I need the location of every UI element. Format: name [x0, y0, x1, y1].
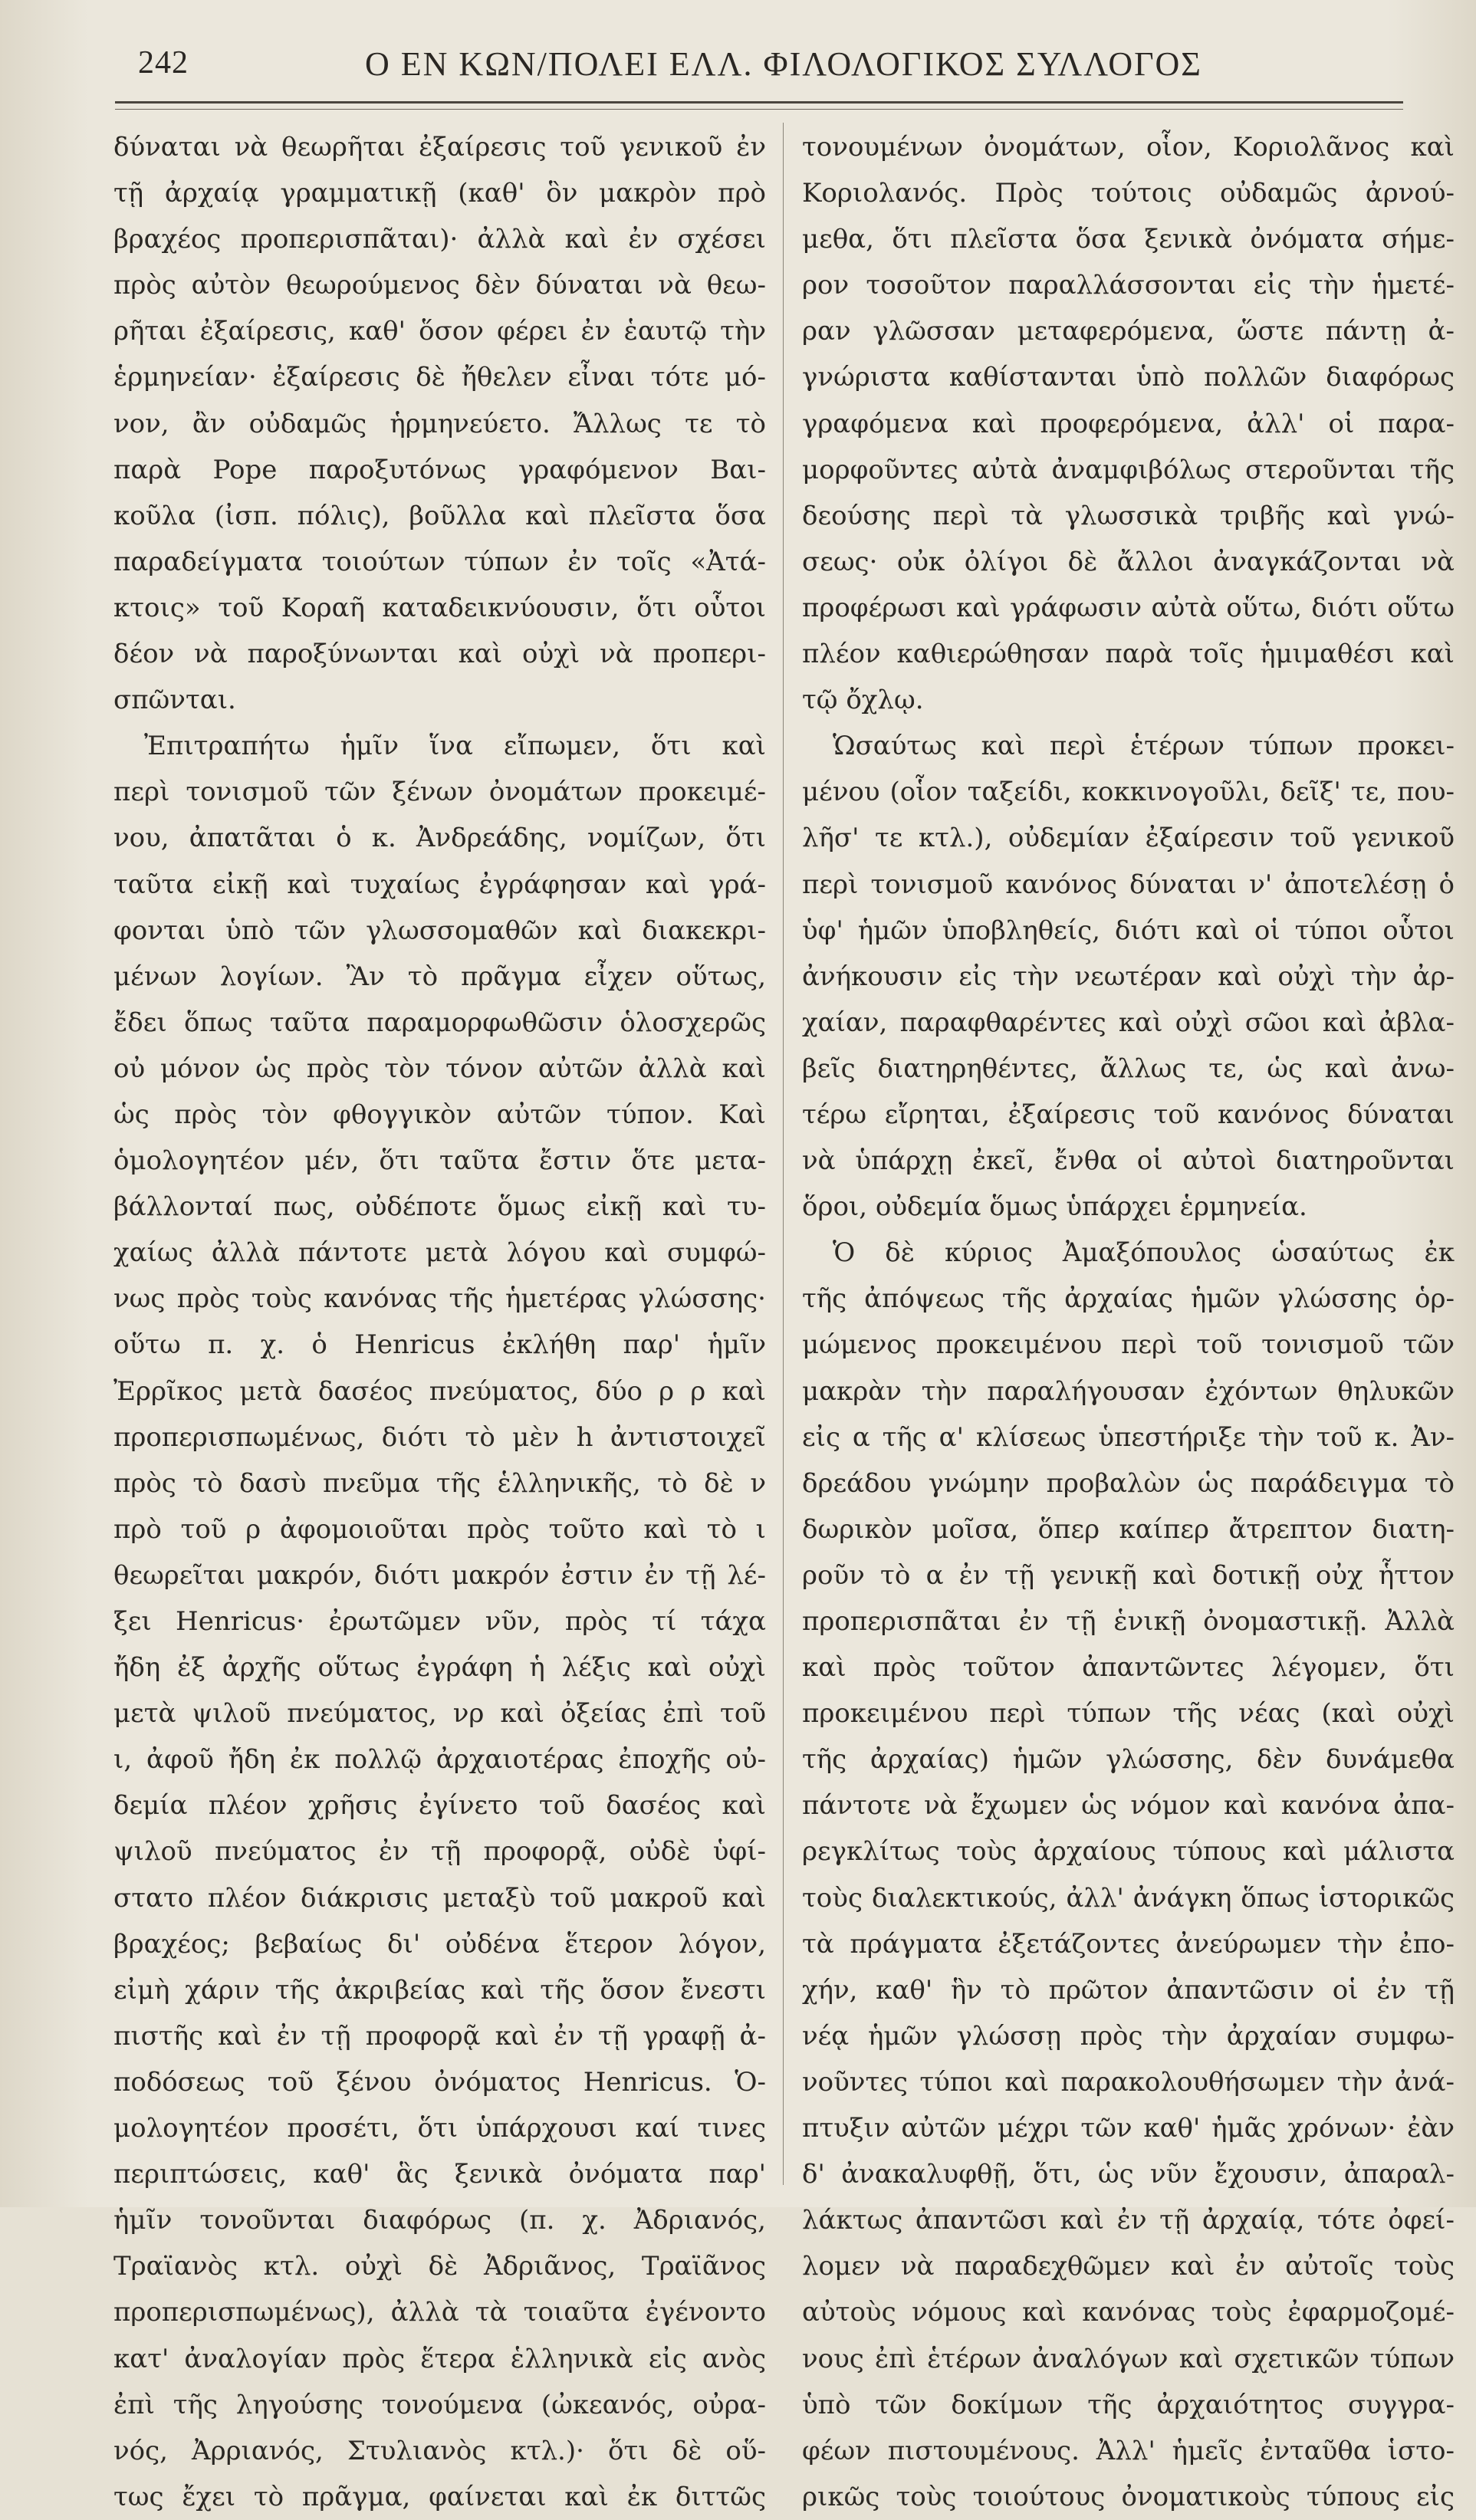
text-line: ἔδει ὅπως ταῦτα παραμορφωθῶσιν ὁλοσχερῶς: [113, 1007, 766, 1038]
text-line: αὐτοὺς νόμους καὶ κανόνας τοὺς ἐφαρμοζομέ-: [802, 2297, 1455, 2328]
text-line: τονουμένων ὀνομάτων, οἷον, Κοριολᾶνος καὶ: [802, 132, 1455, 163]
text-line: νός, Ἀρριανός, Στυλιανὸς κτλ.)· ὅτι δὲ οὕ-: [113, 2435, 766, 2466]
text-line: ψιλοῦ πνεύματος ἐν τῇ προφορᾷ, οὐδὲ ὑφί-: [113, 1836, 766, 1868]
text-line: εἰς α τῆς α' κλίσεως ὑπεστήριξε τὴν τοῦ κ. Ἀν-: [802, 1421, 1455, 1453]
text-line: οὕτω π. χ. ὁ Henricus ἐκλήθη παρ' ἡμῖν: [113, 1329, 766, 1361]
text-line: ἐπὶ τῆς ληγούσης τονούμενα (ὠκεανός, οὐρα-: [113, 2389, 766, 2420]
text-line: σπῶνται.: [113, 685, 236, 716]
text-line: κτοις» τοῦ Κοραῆ καταδεικνύουσιν, ὅτι οὗτοι: [113, 592, 766, 623]
text-line: ρῆται ἐξαίρεσις, καθ' ὅσον φέρει ἐν ἑαυτῷ τὴν: [113, 316, 766, 347]
right-column: [802, 124, 1455, 2520]
text-line: πρὸ τοῦ ρ ἀφομοιοῦται πρὸς τοῦτο καὶ τὸ ι: [113, 1513, 766, 1545]
header-rule-thin: [115, 109, 1403, 110]
text-line: ι, ἀφοῦ ἤδη ἐκ πολλῷ ἀρχαιοτέρας ἐποχῆς οὐ-: [113, 1744, 766, 1776]
text-line: νὰ ὑπάρχῃ ἐκεῖ, ἔνθα οἱ αὐτοὶ διατηροῦνται: [802, 1145, 1455, 1177]
text-line: ὑφ' ἡμῶν ὑποβληθείς, διότι καὶ οἱ τύποι οὗτοι: [802, 915, 1455, 946]
text-line: οὐ μόνον ὡς πρὸς τὸν τόνον αὐτῶν ἀλλὰ καὶ: [113, 1053, 766, 1084]
text-line: προκειμένου περὶ τύπων τῆς νέας (καὶ οὐχὶ: [802, 1698, 1455, 1730]
text-line: νον, ἂν οὐδαμῶς ἡρμηνεύετο. Ἄλλως τε τὸ: [113, 408, 766, 439]
text-line: φέων πιστουμένους. Ἀλλ' ἡμεῖς ἐνταῦθα ἱστο-: [802, 2435, 1455, 2466]
text-line: πρὸς τὸ δασὺ πνεῦμα τῆς ἑλληνικῆς, τὸ δὲ ν: [113, 1467, 766, 1499]
text-line: ρον τοσοῦτον παραλλάσσονται εἰς τὴν ἡμετέ-: [802, 270, 1455, 301]
text-line: δ' ἀνακαλυφθῇ, ὅτι, ὡς νῦν ἔχουσιν, ἀπαραλ-: [802, 2159, 1455, 2190]
text-line: ὡς πρὸς τὸν φθογγικὸν αὐτῶν τύπον. Καὶ: [113, 1099, 766, 1130]
text-line: τῇ ἀρχαίᾳ γραμματικῇ (καθ' ὃν μακρὸν πρὸ: [113, 178, 766, 209]
left-column: [113, 124, 766, 2520]
text-line: περὶ τονισμοῦ κανόνος δύναται ν' ἀποτελέσῃ ὁ: [802, 869, 1455, 900]
text-line: γνώριστα καθίστανται ὑπὸ πολλῶν διαφόρως: [802, 362, 1455, 393]
text-line: χαίαν, παραφθαρέντες καὶ οὐχὶ σῶοι καὶ ἀβλα-: [802, 1007, 1455, 1038]
text-line: ρικῶς τοὺς τοιούτους ὀνοματικοὺς τύπους εἰς: [802, 2481, 1455, 2512]
text-line: θεωρεῖται μακρόν, διότι μακρόν ἐστιν ἐν τῇ λέ-: [113, 1559, 766, 1591]
text-line: ἤδη ἐξ ἀρχῆς οὕτως ἐγράφη ἡ λέξις καὶ οὐχὶ: [113, 1652, 766, 1684]
text-line: λάκτως ἀπαντῶσι καὶ ἐν τῇ ἀρχαίᾳ, τότε ὀφεί-: [802, 2205, 1455, 2236]
text-line: πάντοτε νὰ ἔχωμεν ὡς νόμον καὶ κανόνα ἀπα-: [802, 1790, 1455, 1822]
text-line: μεθα, ὅτι πλεῖστα ὅσα ξενικὰ ὀνόματα σήμε-: [802, 224, 1455, 255]
text-line: μένων λογίων. Ἂν τὸ πρᾶγμα εἶχεν οὕτως,: [113, 961, 766, 992]
page-number: 242: [138, 45, 189, 80]
text-line: μώμενος προκειμένου περὶ τοῦ τονισμοῦ τῶν: [802, 1329, 1455, 1361]
text-line: δρεάδου γνώμην προβαλὼν ὡς παράδειγμα τὸ: [802, 1467, 1455, 1499]
text-line: Ὁ δὲ κύριος Ἀμαξόπουλος ὡσαύτως ἐκ: [833, 1237, 1455, 1269]
text-line: πρὸς αὐτὸν θεωρούμενος δὲν δύναται νὰ θεω-: [113, 270, 766, 301]
text-line: Ἐπιτραπήτω ἡμῖν ἵνα εἴπωμεν, ὅτι καὶ: [144, 731, 766, 762]
text-line: τὰ πράγματα ἐξετάζοντες ἀνεύρωμεν τὴν ἐπο-: [802, 1928, 1455, 1960]
text-line: ροῦν τὸ α ἐν τῇ γενικῇ καὶ δοτικῇ οὐχ ἧττον: [802, 1559, 1455, 1591]
text-line: Ἐρρῖκος μετὰ δασέος πνεύματος, δύο ρ ρ καὶ: [113, 1375, 766, 1407]
text-line: τῆς ἀπόψεως τῆς ἀρχαίας ἡμῶν γλώσσης ὁρ-: [802, 1283, 1455, 1315]
text-line: μολογητέον προσέτι, ὅτι ὑπάρχουσι καί τινες: [113, 2113, 766, 2144]
text-line: δύναται νὰ θεωρῆται ἐξαίρεσις τοῦ γενικοῦ ἐν: [113, 132, 766, 163]
text-line: χήν, καθ' ἣν τὸ πρῶτον ἀπαντῶσιν οἱ ἐν τῇ: [802, 1974, 1455, 2006]
column-divider: [783, 123, 784, 2185]
text-line: προπερισπωμένως, διότι τὸ μὲν h ἀντιστοιχεῖ: [113, 1421, 766, 1453]
text-line: φονται ὑπὸ τῶν γλωσσομαθῶν καὶ διακεκρι-: [113, 915, 766, 946]
text-line: χαίως ἀλλὰ πάντοτε μετὰ λόγου καὶ συμφώ-: [113, 1237, 766, 1269]
text-line: ὁμολογητέον μέν, ὅτι ταῦτα ἔστιν ὅτε μετα-: [113, 1145, 766, 1177]
header-rule: [115, 101, 1403, 103]
text-line: ἑρμηνείαν· ἐξαίρεσις δὲ ἤθελεν εἶναι τότε μό-: [113, 362, 766, 393]
text-line: τῷ ὄχλῳ.: [802, 685, 924, 716]
text-line: βραχέος; βεβαίως δι' οὐδένα ἕτερον λόγον,: [113, 1928, 766, 1960]
text-line: δωρικὸν μοῖσα, ὅπερ καίπερ ἄτρεπτον διατη-: [802, 1513, 1455, 1545]
text-line: ἡμῖν τονοῦνται διαφόρως (π. χ. Ἀδριανός,: [113, 2205, 766, 2236]
text-line: μορφοῦντες αὐτὰ ἀναμφιβόλως στεροῦνται τῆς: [802, 454, 1455, 485]
running-title: Ο ΕΝ ΚΩΝ/ΠΟΛΕΙ ΕΛΛ. ΦΙΛΟΛΟΓΙΚΟΣ ΣΥΛΛΟΓΟΣ: [365, 45, 1202, 83]
text-line: ποδόσεως τοῦ ξένου ὀνόματος Henricus. Ὁ-: [113, 2066, 766, 2098]
text-line: μένου (οἷον ταξείδι, κοκκινογοῦλι, δεῖξ' τε, που-: [802, 777, 1455, 808]
text-line: παραδείγματα τοιούτων τύπων ἐν τοῖς «Ἀτά-: [113, 546, 766, 577]
text-line: Κοριολανός. Πρὸς τούτοις οὐδαμῶς ἀρνού-: [802, 178, 1455, 209]
text-line: λομεν νὰ παραδεχθῶμεν καὶ ἐν αὐτοῖς τοὺς: [802, 2251, 1455, 2282]
text-line: νους ἐπὶ ἑτέρων ἀναλόγων καὶ σχετικῶν τύπων: [802, 2343, 1455, 2374]
text-line: Ὡσαύτως καὶ περὶ ἑτέρων τύπων προκει-: [833, 731, 1455, 762]
text-line: πτυξιν αὐτῶν μέχρι τῶν καθ' ἡμᾶς χρόνων· ἐὰν: [802, 2113, 1455, 2144]
text-line: προφέρωσι καὶ γράφωσιν αὐτὰ οὕτω, διότι οὕτω: [802, 592, 1455, 623]
text-line: στατο πλέον διάκρισις μεταξὺ τοῦ μακροῦ καὶ: [113, 1882, 766, 1914]
text-line: ὑπὸ τῶν δοκίμων τῆς ἀρχαιότητος συγγρα-: [802, 2389, 1455, 2420]
text-line: νέᾳ ἡμῶν γλώσσῃ πρὸς τὴν ἀρχαίαν συμφω-: [802, 2020, 1455, 2052]
text-line: δεμία πλέον χρῆσις ἐγίνετο τοῦ δασέος καὶ: [113, 1790, 766, 1822]
text-line: δεούσης περὶ τὰ γλωσσικὰ τριβῆς καὶ γνώ-: [802, 500, 1455, 531]
text-line: πιστῆς καὶ ἐν τῇ προφορᾷ καὶ ἐν τῇ γραφῇ ἀ-: [113, 2020, 766, 2052]
text-line: ρεγκλίτως τοὺς ἀρχαίους τύπους καὶ μάλιστα: [802, 1836, 1455, 1868]
text-line: προπερισπωμένως), ἀλλὰ τὰ τοιαῦτα ἐγένοντο: [113, 2297, 766, 2328]
text-line: βραχέος προπερισπᾶται)· ἀλλὰ καὶ ἐν σχέσει: [113, 224, 766, 255]
text-line: τως ἔχει τὸ πρᾶγμα, φαίνεται καὶ ἐκ διττῶς: [113, 2481, 766, 2512]
text-line: καὶ πρὸς τοῦτον ἀπαντῶντες λέγομεν, ὅτι: [802, 1652, 1455, 1684]
text-line: ξει Henricus· ἐρωτῶμεν νῦν, πρὸς τί τάχα: [113, 1606, 766, 1637]
text-line: κατ' ἀναλογίαν πρὸς ἕτερα ἑλληνικὰ εἰς ανὸς: [113, 2343, 766, 2374]
text-line: νου, ἀπατᾶται ὁ κ. Ἀνδρεάδης, νομίζων, ὅτι: [113, 823, 766, 854]
text-line: δέον νὰ παροξύνωνται καὶ οὐχὶ νὰ προπερι-: [113, 639, 766, 670]
text-line: γραφόμενα καὶ προφερόμενα, ἀλλ' οἱ παρα-: [802, 408, 1455, 439]
text-line: κοῦλα (ἰσπ. πόλις), βοῦλλα καὶ πλεῖστα ὅσα: [113, 500, 766, 531]
text-line: βάλλονταί πως, οὐδέποτε ὅμως εἰκῇ καὶ τυ-: [113, 1191, 766, 1223]
text-line: περιπτώσεις, καθ' ἃς ξενικὰ ὀνόματα παρ': [113, 2159, 766, 2190]
text-line: νως πρὸς τοὺς κανόνας τῆς ἡμετέρας γλώσσης·: [113, 1283, 766, 1315]
page-header: [138, 44, 1288, 94]
text-line: εἰμὴ χάριν τῆς ἀκριβείας καὶ τῆς ὅσον ἔνεστι: [113, 1974, 766, 2006]
text-line: μακρὰν τὴν παραλήγουσαν ἐχόντων θηλυκῶν: [802, 1375, 1455, 1407]
text-line: παρὰ Pope παροξυτόνως γραφόμενον Βαι-: [113, 454, 766, 485]
text-line: ἀνήκουσιν εἰς τὴν νεωτέραν καὶ οὐχὶ τὴν ἀρ-: [802, 961, 1455, 992]
text-line: Τραϊανὸς κτλ. οὐχὶ δὲ Ἀδριᾶνος, Τραϊᾶνος: [113, 2251, 766, 2282]
text-line: περὶ τονισμοῦ τῶν ξένων ὀνομάτων προκειμέ-: [113, 777, 766, 808]
text-line: τέρω εἴρηται, ἐξαίρεσις τοῦ κανόνος δύναται: [802, 1099, 1455, 1130]
text-line: σεως· οὐκ ὀλίγοι δὲ ἄλλοι ἀναγκάζονται νὰ: [802, 546, 1455, 577]
text-line: ραν γλῶσσαν μεταφερόμενα, ὥστε πάντῃ ἀ-: [802, 316, 1455, 347]
text-line: ὅροι, οὐδεμία ὅμως ὑπάρχει ἑρμηνεία.: [802, 1191, 1307, 1223]
text-line: μετὰ ψιλοῦ πνεύματος, νρ καὶ ὀξείας ἐπὶ τοῦ: [113, 1698, 766, 1730]
text-line: λῆσ' τε κτλ.), οὐδεμίαν ἐξαίρεσιν τοῦ γενικοῦ: [802, 823, 1455, 854]
text-line: τῆς ἀρχαίας) ἡμῶν γλώσσης, δὲν δυνάμεθα: [802, 1744, 1455, 1776]
text-line: προπερισπᾶται ἐν τῇ ἑνικῇ ὀνομαστικῇ. Ἀλλὰ: [802, 1606, 1455, 1637]
text-line: νοῦντες τύποι καὶ παρακολουθήσωμεν τὴν ἀνά-: [802, 2066, 1455, 2098]
text-line: ταῦτα εἰκῇ καὶ τυχαίως ἐγράφησαν καὶ γρά-: [113, 869, 766, 900]
text-line: πλέον καθιερώθησαν παρὰ τοῖς ἡμιμαθέσι καὶ: [802, 639, 1455, 670]
text-line: τοὺς διαλεκτικούς, ἀλλ' ἀνάγκη ὅπως ἱστορικῶς: [802, 1882, 1455, 1914]
text-line: βεῖς διατηρηθέντες, ἄλλως τε, ὡς καὶ ἀνω-: [802, 1053, 1455, 1084]
